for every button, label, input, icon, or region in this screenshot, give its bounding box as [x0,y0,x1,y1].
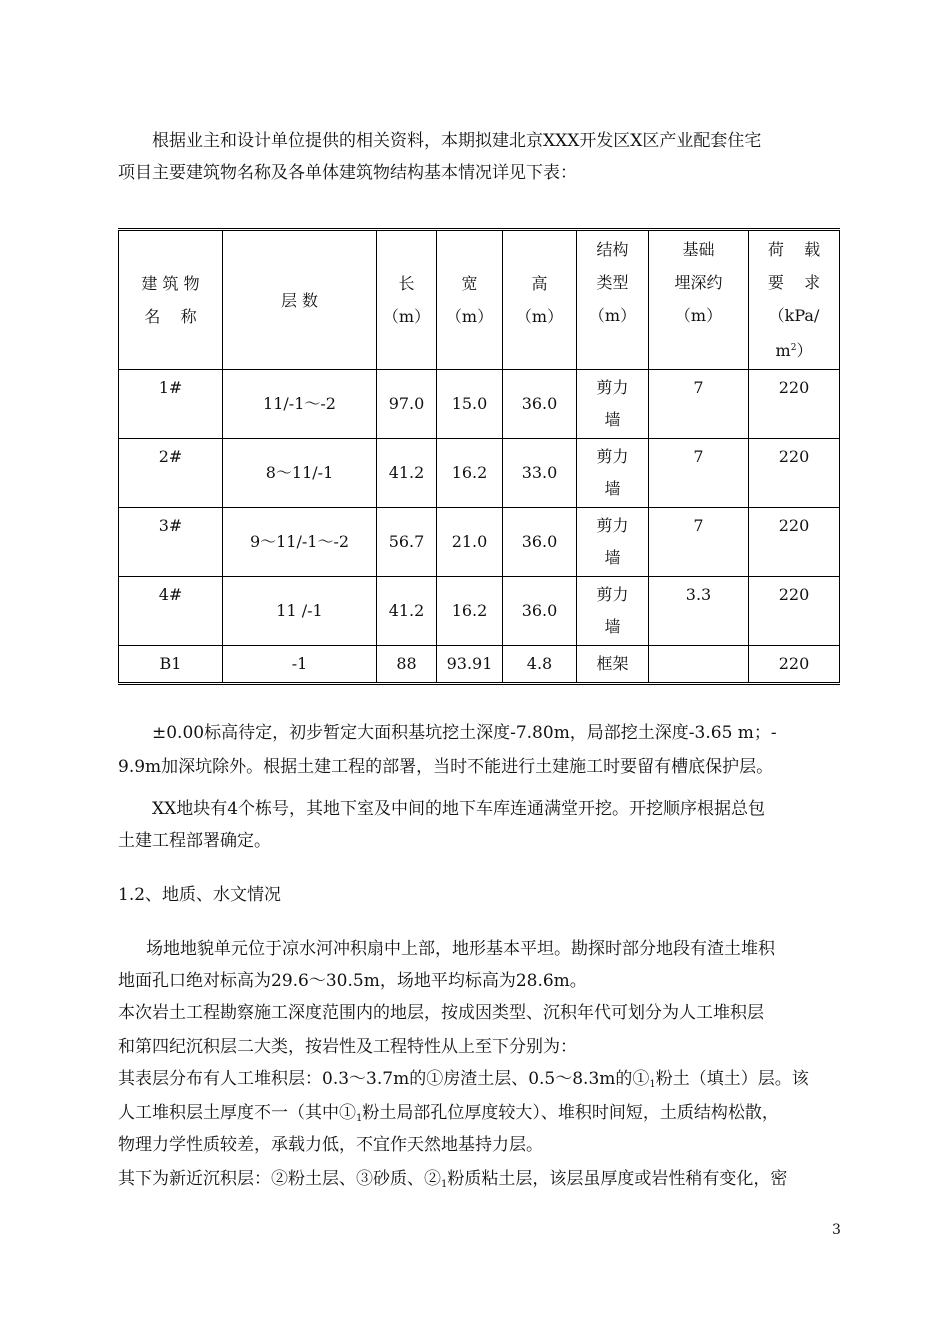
cell-depth [649,646,749,684]
cell-name: 3# [119,508,223,577]
geo-line-1: 场地地貌单元位于凉水河冲积扇中上部，地形基本平坦。勘探时部分地段有渣土堆积 [146,939,775,959]
header-load-requirement [749,230,840,370]
header-text: 基础 [682,240,715,259]
intro-line-2: 项目主要建筑物名称及各单体建筑物结构基本情况详见下表： [118,163,577,183]
cell-name: 1# [119,370,223,439]
header-text: 宽 [461,274,478,293]
section-heading: 1.2、地质、水文情况 [118,885,282,905]
cell-text: 剪力 [596,447,629,466]
cell-load: 220 [749,370,840,439]
cell-depth: 3.3 [649,577,749,646]
header-text: （m） [445,307,494,326]
block-line-1: XX地块有4个栋号，其地下室及中间的地下车库连通满堂开挖。开挖顺序根据总包 [152,799,766,819]
unit-text: m [775,341,791,360]
header-width [437,230,503,370]
header-text: 名 称 [144,307,197,326]
geo-line-5 [118,1064,809,1100]
geo-text: 粉土（填土）层。该 [655,1069,809,1089]
cell-height: 36.0 [503,370,577,439]
header-text: 长 [398,274,415,293]
geo-text: 其下为新近沉积层：②粉土层、③砂质、② [118,1169,441,1189]
header-text [751,332,837,367]
table-row [119,577,840,646]
cell-text: 剪力 [596,585,629,604]
table-header-row [119,230,840,370]
cell-text: 剪力 [596,378,629,397]
cell-floors: 11 /-1 [223,577,377,646]
geo-subscript: 1 [649,1079,656,1090]
cell-load: 220 [749,508,840,577]
cell-width: 21.0 [437,508,503,577]
cell-text: 墙 [604,410,621,429]
geo-text: 其表层分布有人工堆积层：0.3～3.7m的①房渣土层、0.5～8.3m的① [118,1069,650,1089]
cell-text: 墙 [604,548,621,567]
geo-line-3: 本次岩土工程勘察施工深度范围内的地层，按成因类型、沉积年代可划分为人工堆积层 [118,1003,764,1023]
cell-length: 88 [377,646,437,684]
cell-structure [577,439,649,508]
cell-structure [577,577,649,646]
geo-text: 粉土局部孔位厚度较大）、堆积时间短，土质结构松散， [362,1103,779,1123]
header-floors: 层 数 [223,230,377,370]
header-text: （m） [382,307,431,326]
cell-height: 4.8 [503,646,577,684]
cell-text: 剪力 [596,516,629,535]
cell-height: 33.0 [503,439,577,508]
cell-width: 15.0 [437,370,503,439]
header-text: 要 求 [767,273,821,292]
cell-height: 36.0 [503,577,577,646]
geo-line-8 [118,1164,787,1200]
cell-depth: 7 [649,370,749,439]
table-row [119,508,840,577]
building-table [118,228,840,685]
cell-floors: 11/-1～-2 [223,370,377,439]
header-building-name [119,230,223,370]
header-text: （kPa/ [768,306,820,325]
cell-structure [577,508,649,577]
cell-name: 4# [119,577,223,646]
cell-length: 56.7 [377,508,437,577]
geo-subscript: 1 [356,1113,363,1124]
cell-load: 220 [749,646,840,684]
header-length [377,230,437,370]
cell-load: 220 [749,439,840,508]
cell-floors: 8～11/-1 [223,439,377,508]
header-text: 埋深约 [674,273,723,292]
cell-width: 16.2 [437,439,503,508]
unit-superscript: 2 [790,343,797,353]
header-text: 建 筑 物 [141,274,200,293]
header-structure-type [577,230,649,370]
unit-text: ） [796,341,813,360]
header-text: 荷 载 [767,240,821,259]
header-height [503,230,577,370]
level-line-1: ±0.00标高待定，初步暂定大面积基坑挖土深度-7.80m，局部挖土深度-3.65 m；- [152,723,777,743]
cell-load: 220 [749,577,840,646]
cell-text: 墙 [604,479,621,498]
page-number: 3 [832,1222,841,1238]
table-row [119,370,840,439]
cell-width: 93.91 [437,646,503,684]
header-text: 结构 [596,240,629,259]
intro-line-1: 根据业主和设计单位提供的相关资料，本期拟建北京XXX开发区X区产业配套住宅 [152,131,762,151]
cell-floors: 9～11/-1～-2 [223,508,377,577]
geo-line-7: 物理力学性质较差，承载力低，不宜作天然地基持力层。 [118,1135,543,1155]
table-row [119,646,840,684]
cell-depth: 7 [649,508,749,577]
cell-width: 16.2 [437,577,503,646]
level-line-2: 9.9m加深坑除外。根据土建工程的部署，当时不能进行土建施工时要留有槽底保护层。 [118,757,774,777]
table-row [119,439,840,508]
geo-subscript: 1 [441,1179,448,1190]
geo-line-6 [118,1098,779,1134]
header-text: （m） [515,307,564,326]
geo-line-2: 地面孔口绝对标高为29.6～30.5m，场地平均标高为28.6m。 [118,971,587,991]
header-text: （m） [674,306,723,325]
geo-text: 人工堆积层土厚度不一（其中① [118,1103,356,1123]
header-text: （m） [588,306,637,325]
cell-text: 墙 [604,617,621,636]
geo-line-4: 和第四纪沉积层二大类，按岩性及工程特性从上至下分别为： [118,1037,577,1057]
cell-length: 97.0 [377,370,437,439]
cell-length: 41.2 [377,439,437,508]
cell-structure [577,370,649,439]
header-text: 类型 [596,273,629,292]
block-line-2: 土建工程部署确定。 [118,831,271,851]
geo-text: 粉质粘土层，该层虽厚度或岩性稍有变化，密 [447,1169,788,1189]
cell-structure: 框架 [577,646,649,684]
header-text: 高 [531,274,548,293]
cell-name: 2# [119,439,223,508]
cell-length: 41.2 [377,577,437,646]
cell-height: 36.0 [503,508,577,577]
header-foundation-depth [649,230,749,370]
cell-depth: 7 [649,439,749,508]
cell-name: B1 [119,646,223,684]
cell-floors: -1 [223,646,377,684]
